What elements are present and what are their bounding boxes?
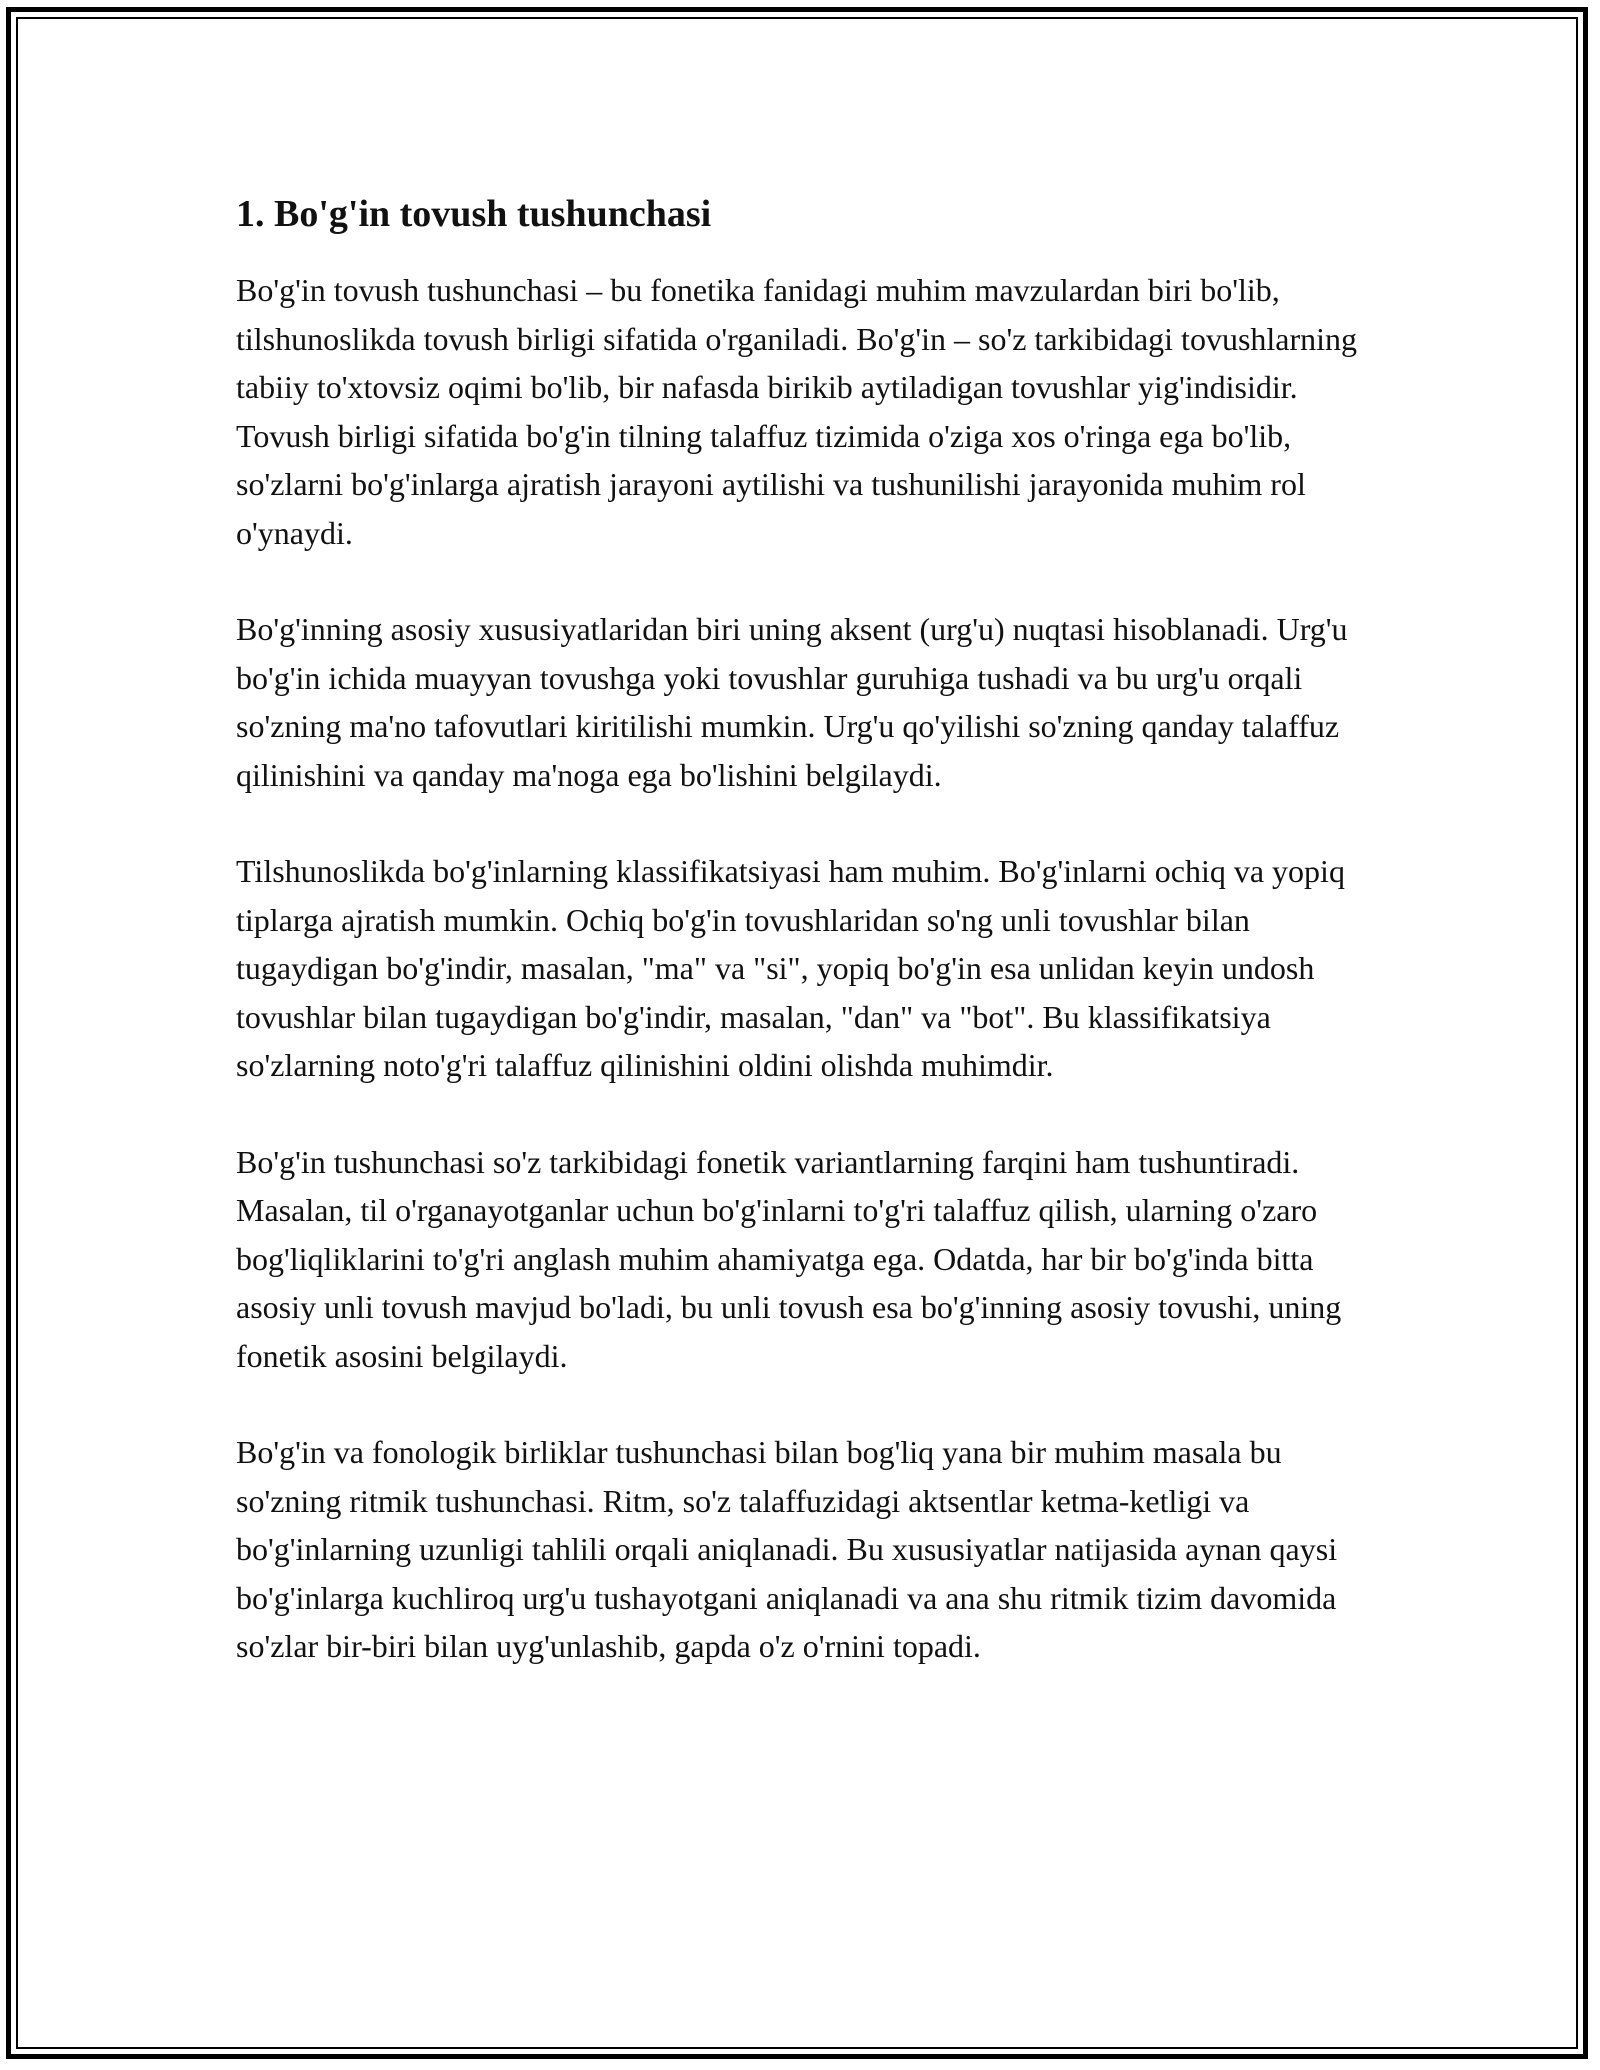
paragraph-5: Bo'g'in va fonologik birliklar tushunchasi bilan bog'liq yana bir muhim masala bu so'zning ritmik tushunchasi. Ritm, so'z talaffuzidagi aktsentlar ketma-ketligi va bo'g'inlarning uzunligi tahlili orqali aniqlanadi. Bu xususiyatlar natijasida aynan qaysi bo'g'inlarga kuchliroq urg'u tushayotgani aniqlanadi va ana shu ritmik tizim davomida so'zlar bir-biri bilan uyg'unlashib, gapda o'z o'rnini topadi. (236, 1434, 1338, 1664)
paragraph-3: Tilshunoslikda bo'g'inlarning klassifikatsiyasi ham muhim. Bo'g'inlarni ochiq va yopiq tiplarga ajratish mumkin. Ochiq bo'g'in tovushlaridan so'ng unli tovushlar bilan tugaydigan bo'g'indir, masalan, "ma" va "si", yopiq bo'g'in esa unlidan keyin undosh tovushlar bilan tugaydigan bo'g'indir, masalan, "dan" va "bot". Bu klassifikatsiya so'zlarning noto'g'ri talaffuz qilinishini oldini olishda muhimdir. (236, 853, 1345, 1083)
document-body (236, 190, 1366, 1719)
paragraph-1: Bo'g'in tovush tushunchasi – bu fonetika fanidagi muhim mavzulardan biri bo'lib, tilshunoslikda tovush birligi sifatida o'rganiladi. Bo'g'in – so'z tarkibidagi tovushlarning tabiiy to'xtovsiz oqimi bo'lib, bir nafasda birikib aytiladigan tovushlar yig'indisidir. Tovush birligi sifatida bo'g'in tilning talaffuz tizimida o'ziga xos o'ringa ega bo'lib, so'zlarni bo'g'inlarga ajratish jarayoni aytilishi va tushunilishi jarayonida muhim rol o'ynaydi. (236, 272, 1358, 551)
paragraph-2: Bo'g'inning asosiy xususiyatlaridan biri uning aksent (urg'u) nuqtasi hisoblanadi. Urg'u bo'g'in ichida muayyan tovushga yoki tovushlar guruhiga tushadi va bu urg'u orqali so'zning ma'no tafovutlari kiritilishi mumkin. Urg'u qo'yilishi so'zning qanday talaffuz qilinishini va qanday ma'noga ega bo'lishini belgilaydi. (236, 611, 1348, 793)
paragraph-4: Bo'g'in tushunchasi so'z tarkibidagi fonetik variantlarning farqini ham tushuntiradi. Masalan, til o'rganayotganlar uchun bo'g'inlarni to'g'ri talaffuz qilish, ularning o'zaro bog'liqliklarini to'g'ri anglash muhim ahamiyatga ega. Odatda, har bir bo'g'inda bitta asosiy unli tovush mavjud bo'ladi, bu unli tovush esa bo'g'inning asosiy tovushi, uning fonetik asosini belgilaydi. (236, 1143, 1342, 1374)
section-heading: 1. Bo'g'in tovush tushunchasi (236, 193, 712, 235)
